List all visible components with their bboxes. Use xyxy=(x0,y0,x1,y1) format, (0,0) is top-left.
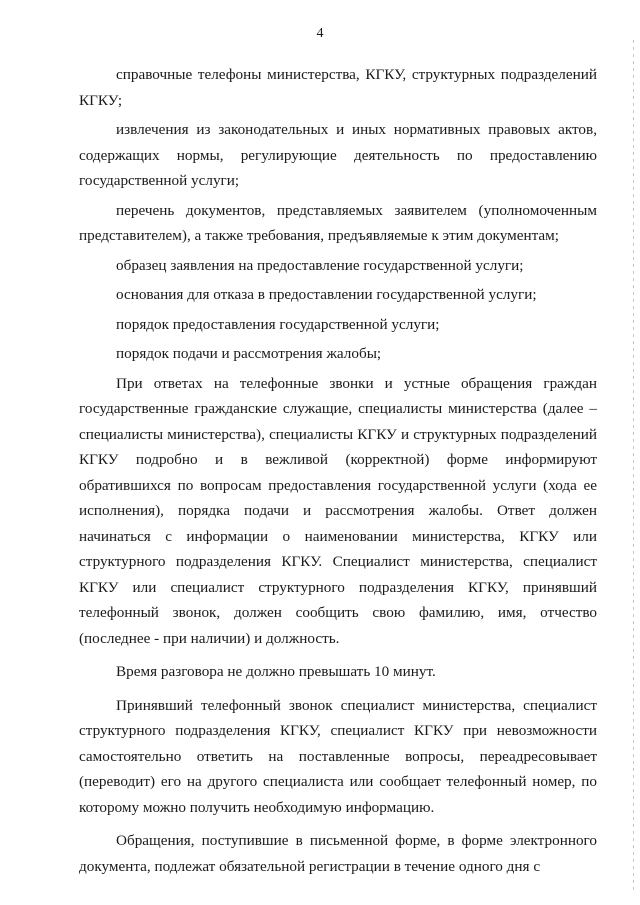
scan-edge-line xyxy=(633,40,634,890)
paragraph-phone-answers: При ответах на телефонные звонки и устные обращения граждан государственные гражданские служащие, специалисты министерства (далее – специалисты министерства), специалисты КГКУ и структурных подразделений КГКУ подробно и в вежливой (корректной) форме информируют обратившихся по вопросам предоставления государственной услуги (хода ее исполнения), порядка подачи и рассмотрения жалобы. Ответ должен начинаться с информации о наименовании министерства, КГКУ или структурного подразделения КГКУ. Специалист министерства, специалист КГКУ или специалист структурного подразделения КГКУ, принявший телефонный звонок, должен сообщить свою фамилию, имя, отчество (последнее - при наличии) и должность. xyxy=(79,374,597,647)
paragraph-call-duration: Время разговора не должно превышать 10 минут. xyxy=(116,663,436,680)
paragraph-refusal-grounds: основания для отказа в предоставлении государственной услуги; xyxy=(116,286,537,303)
paragraph-written-requests: Обращения, поступившие в письменной форме, в форме электронного документа, подлежат обязательной регистрации в течение одного дня с xyxy=(79,832,597,875)
paragraph-application-sample: образец заявления на предоставление государственной услуги; xyxy=(116,256,524,274)
paragraph-service-procedure: порядок предоставления государственной услуги; xyxy=(116,315,440,333)
paragraph-reference-phones: справочные телефоны министерства, КГКУ, структурных подразделений КГКУ; xyxy=(79,66,597,109)
paragraph-legal-extracts: извлечения из законодательных и иных нормативных правовых актов, содержащих нормы, регулирующие деятельность по предоставлению государственной услуги; xyxy=(79,121,597,189)
paragraph-complaint-procedure: порядок подачи и рассмотрения жалобы; xyxy=(116,345,382,362)
document-body xyxy=(79,62,597,879)
paragraph-document-list: перечень документов, представляемых заявителем (уполномоченным представителем), а также требования, предъявляемые к этим документам; xyxy=(79,201,597,244)
page-number: 4 xyxy=(316,26,324,41)
paragraph-call-redirect: Принявший телефонный звонок специалист министерства, специалист структурного подразделения КГКУ, специалист КГКУ при невозможности самостоятельно ответить на поставленные вопросы, переадресовывает (переводит) его на другого специалиста или сообщает телефонный номер, по которому можно получить необходимую информацию. xyxy=(79,696,597,816)
